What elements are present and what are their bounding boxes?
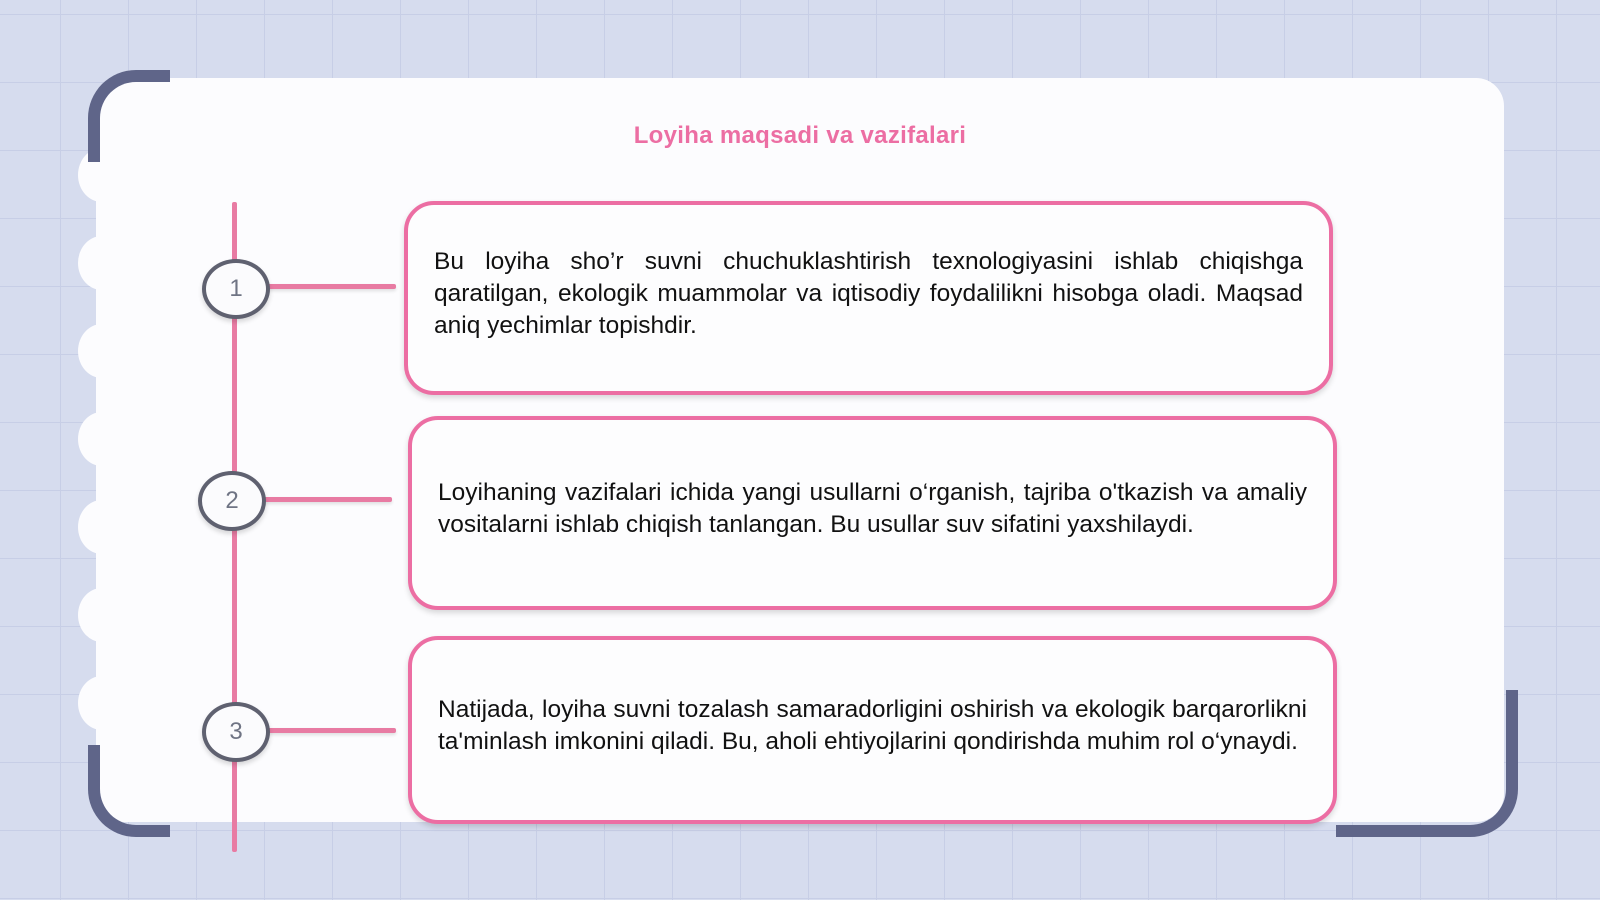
step-card-1 [404, 201, 1333, 395]
corner-bracket-bottom-right [1336, 690, 1518, 837]
step-text-1: Bu loyiha sho’r suvni chuchuklashtirish texnologiyasini ishlab chiqishga qaratilgan, ekologik muammolar va iqtisodiy foydalilikni hisobga oladi. Maqsad aniq yechimlar topishdir. [434, 248, 1303, 339]
step-card-3 [408, 636, 1337, 824]
slide-title: Loyiha maqsadi va vazifalari [633, 122, 967, 149]
step-number-2: 2 [198, 471, 266, 531]
notebook-tab [78, 588, 126, 642]
step-text-2: Loyihaning vazifalari ichida yangi usullarni o‘rganish, tajriba o'tkazish va amaliy vositalarni ishlab chiqish tanlangan. Bu usullar suv sifatini yaxshilaydi. [438, 479, 1307, 538]
notebook-tab [78, 236, 126, 290]
step-card-2 [408, 416, 1337, 610]
step-number-3: 3 [202, 702, 270, 762]
notebook-tab [78, 324, 126, 378]
notebook-tab [78, 676, 126, 730]
corner-bracket-bottom-left [88, 745, 170, 837]
connector-line-3 [262, 728, 396, 733]
step-text-3: Natijada, loyiha suvni tozalash samaradorligini oshirish va ekologik barqarorlikni ta'minlash imkonini qiladi. Bu, aholi ehtiyojlarini qondirishda muhim rol o‘ynaydi. [438, 696, 1307, 755]
corner-bracket-top-left [88, 70, 170, 162]
connector-line-2 [258, 497, 392, 502]
notebook-tab [78, 412, 126, 466]
step-number-1: 1 [202, 259, 270, 319]
notebook-tab [78, 500, 126, 554]
connector-line-1 [262, 284, 396, 289]
